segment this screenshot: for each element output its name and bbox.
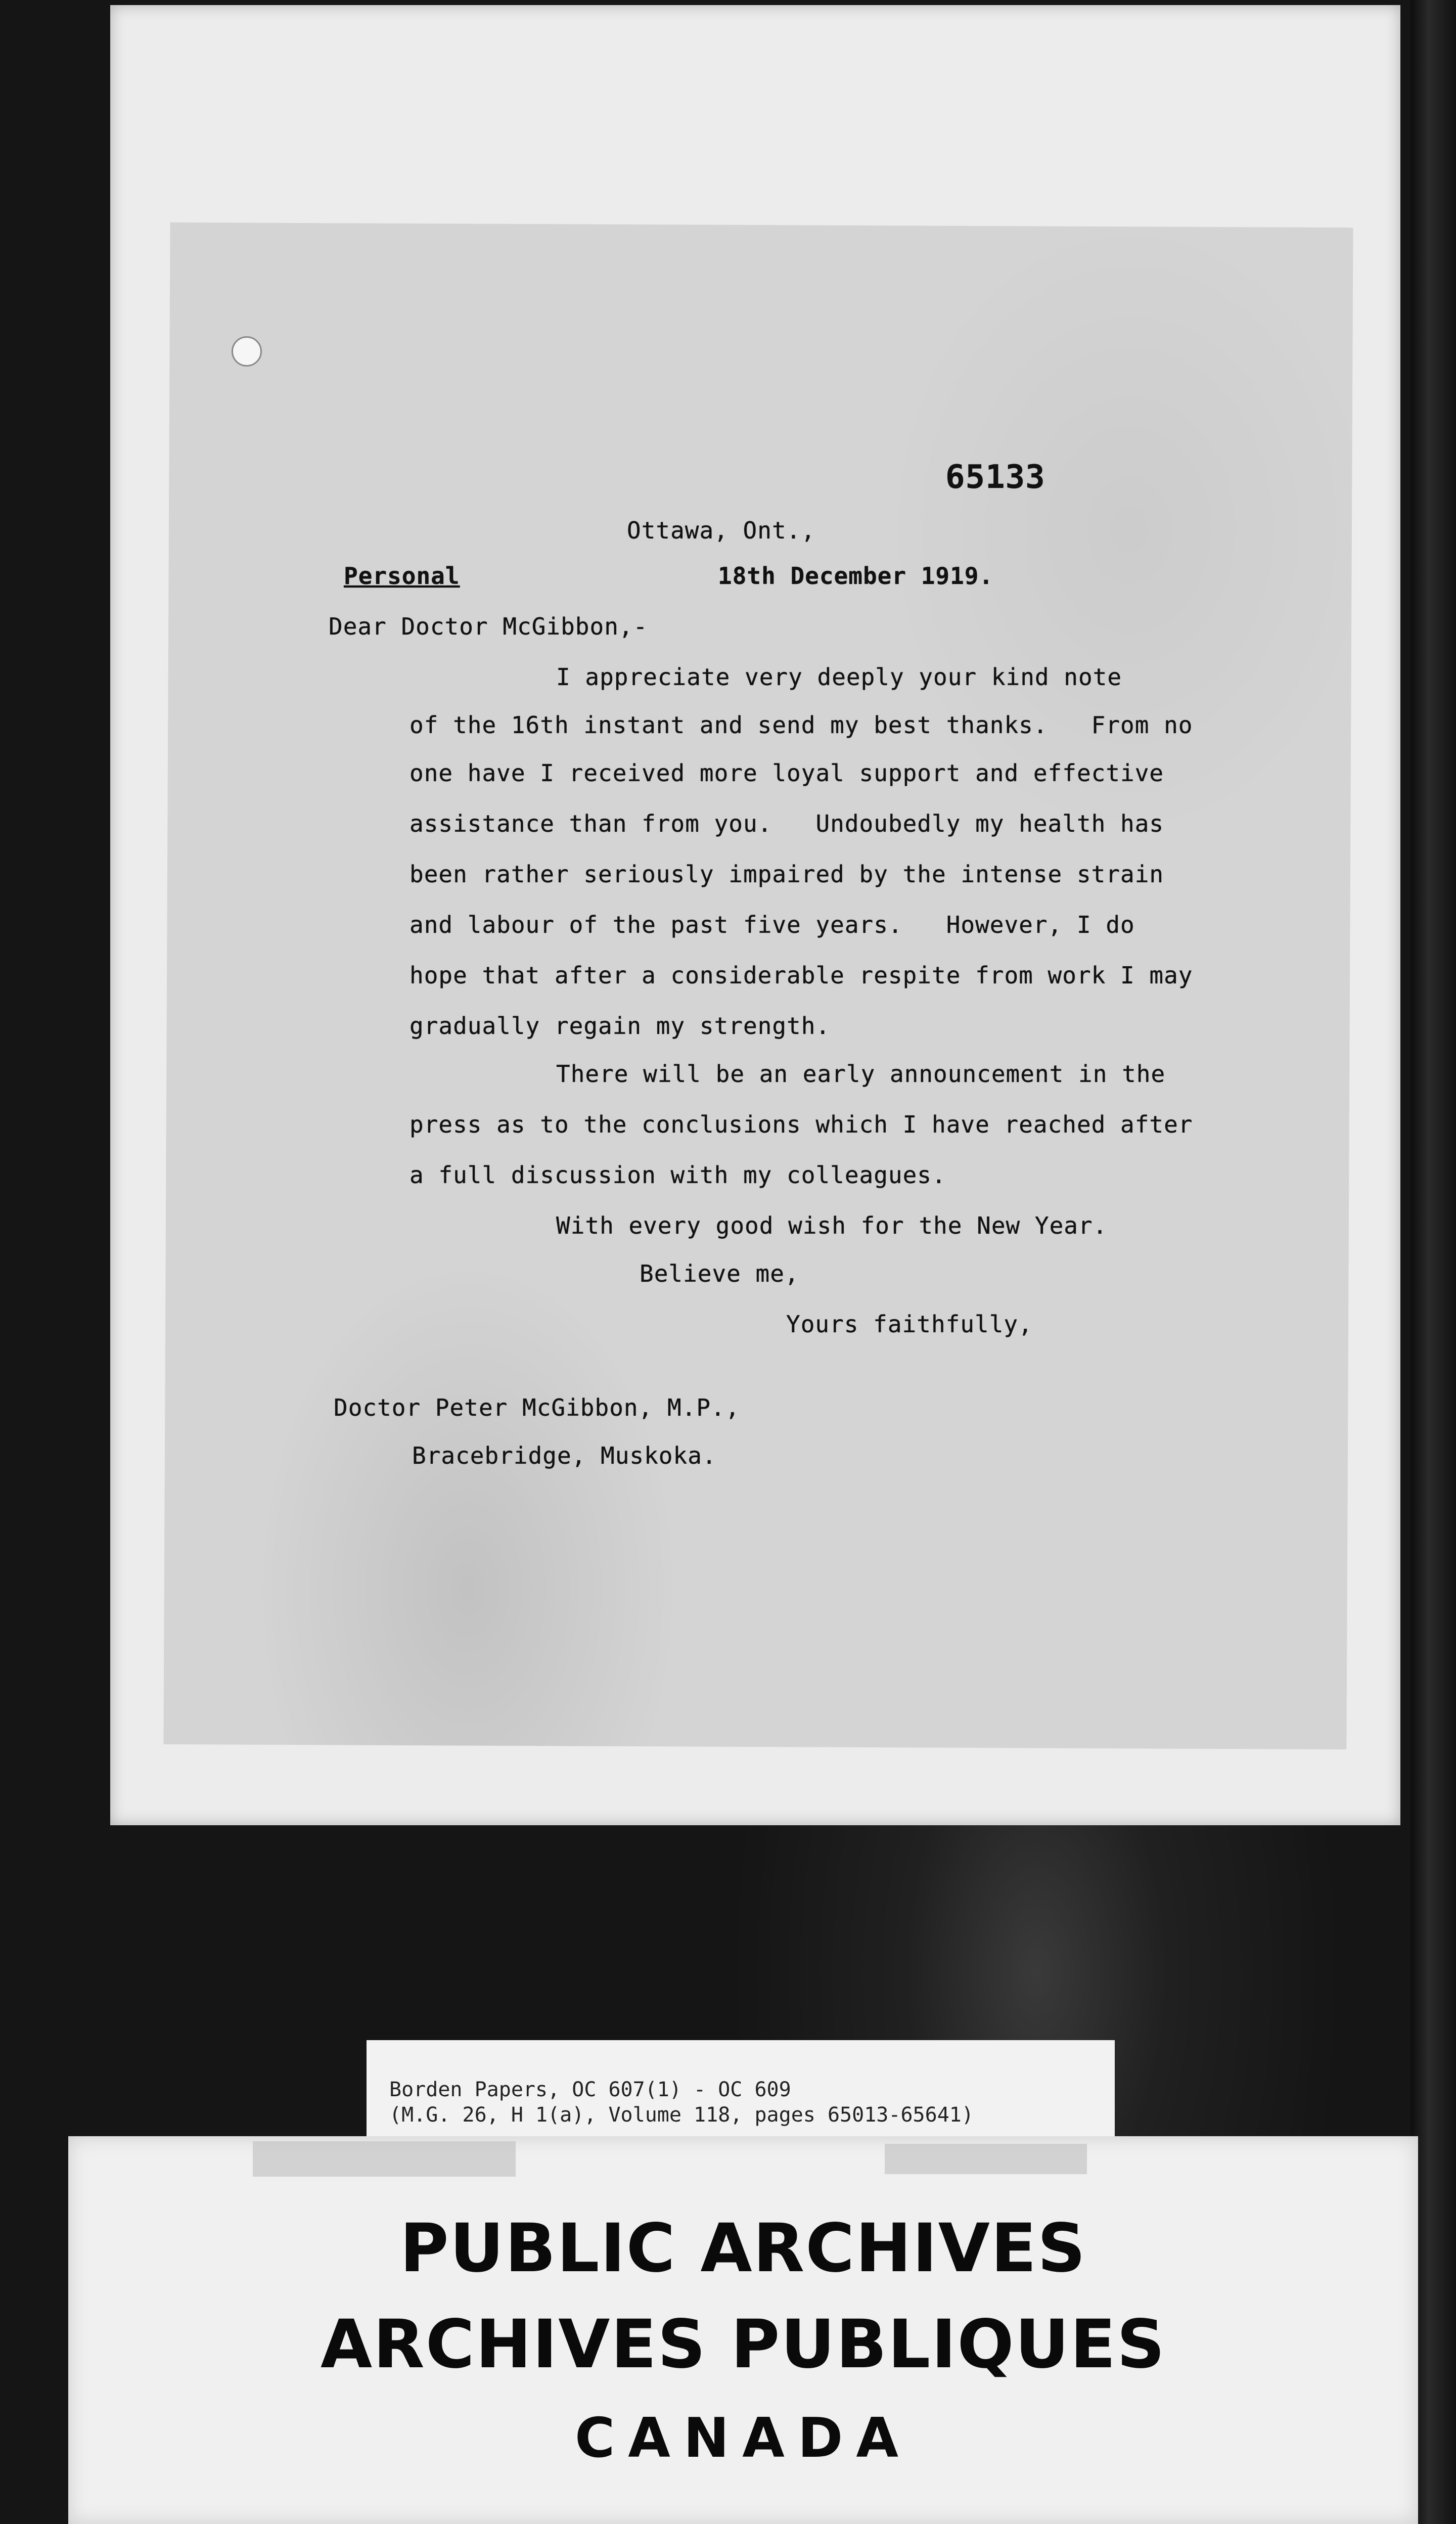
personal-marking: Personal: [344, 562, 460, 590]
recipient-name: Doctor Peter McGibbon, M.P.,: [334, 1394, 740, 1421]
body-line: hope that after a considerable respite from work I may: [410, 962, 1193, 989]
archive-label-line: Borden Papers, OC 607(1) - OC 609: [389, 2078, 791, 2101]
page-number: 65133: [945, 459, 1045, 496]
letter-date: 18th December 1919.: [718, 562, 994, 590]
stamp-line-english: PUBLIC ARCHIVES: [399, 2210, 1087, 2287]
tape-strip: [885, 2144, 1087, 2174]
closing-signoff: Yours faithfully,: [786, 1311, 1033, 1338]
archive-label-line: (M.G. 26, H 1(a), Volume 118, pages 65013-65641): [389, 2103, 974, 2127]
body-line: There will be an early announcement in the: [556, 1060, 1166, 1088]
punch-hole: [232, 336, 262, 367]
body-line: a full discussion with my colleagues.: [410, 1161, 946, 1189]
body-line: assistance than from you. Undoubedly my health has: [410, 810, 1164, 837]
tape-strip: [253, 2141, 516, 2177]
body-line: one have I received more loyal support and effective: [410, 759, 1164, 787]
stamp-line-country: CANADA: [574, 2407, 912, 2470]
closing-believe: Believe me,: [640, 1260, 799, 1287]
body-line: been rather seriously impaired by the intense strain: [410, 861, 1164, 888]
stamp-line-french: ARCHIVES PUBLIQUES: [320, 2306, 1166, 2383]
body-line: press as to the conclusions which I have reached after: [410, 1111, 1193, 1138]
body-line: gradually regain my strength.: [410, 1012, 831, 1040]
letter-place: Ottawa, Ont.,: [627, 517, 816, 544]
closing-wish: With every good wish for the New Year.: [556, 1212, 1108, 1239]
recipient-location: Bracebridge, Muskoka.: [412, 1442, 717, 1469]
body-line: of the 16th instant and send my best thanks. From no: [410, 711, 1193, 739]
body-line: and labour of the past five years. However, I do: [410, 911, 1135, 938]
body-line: I appreciate very deeply your kind note: [556, 663, 1122, 691]
salutation: Dear Doctor McGibbon,-: [329, 613, 648, 640]
